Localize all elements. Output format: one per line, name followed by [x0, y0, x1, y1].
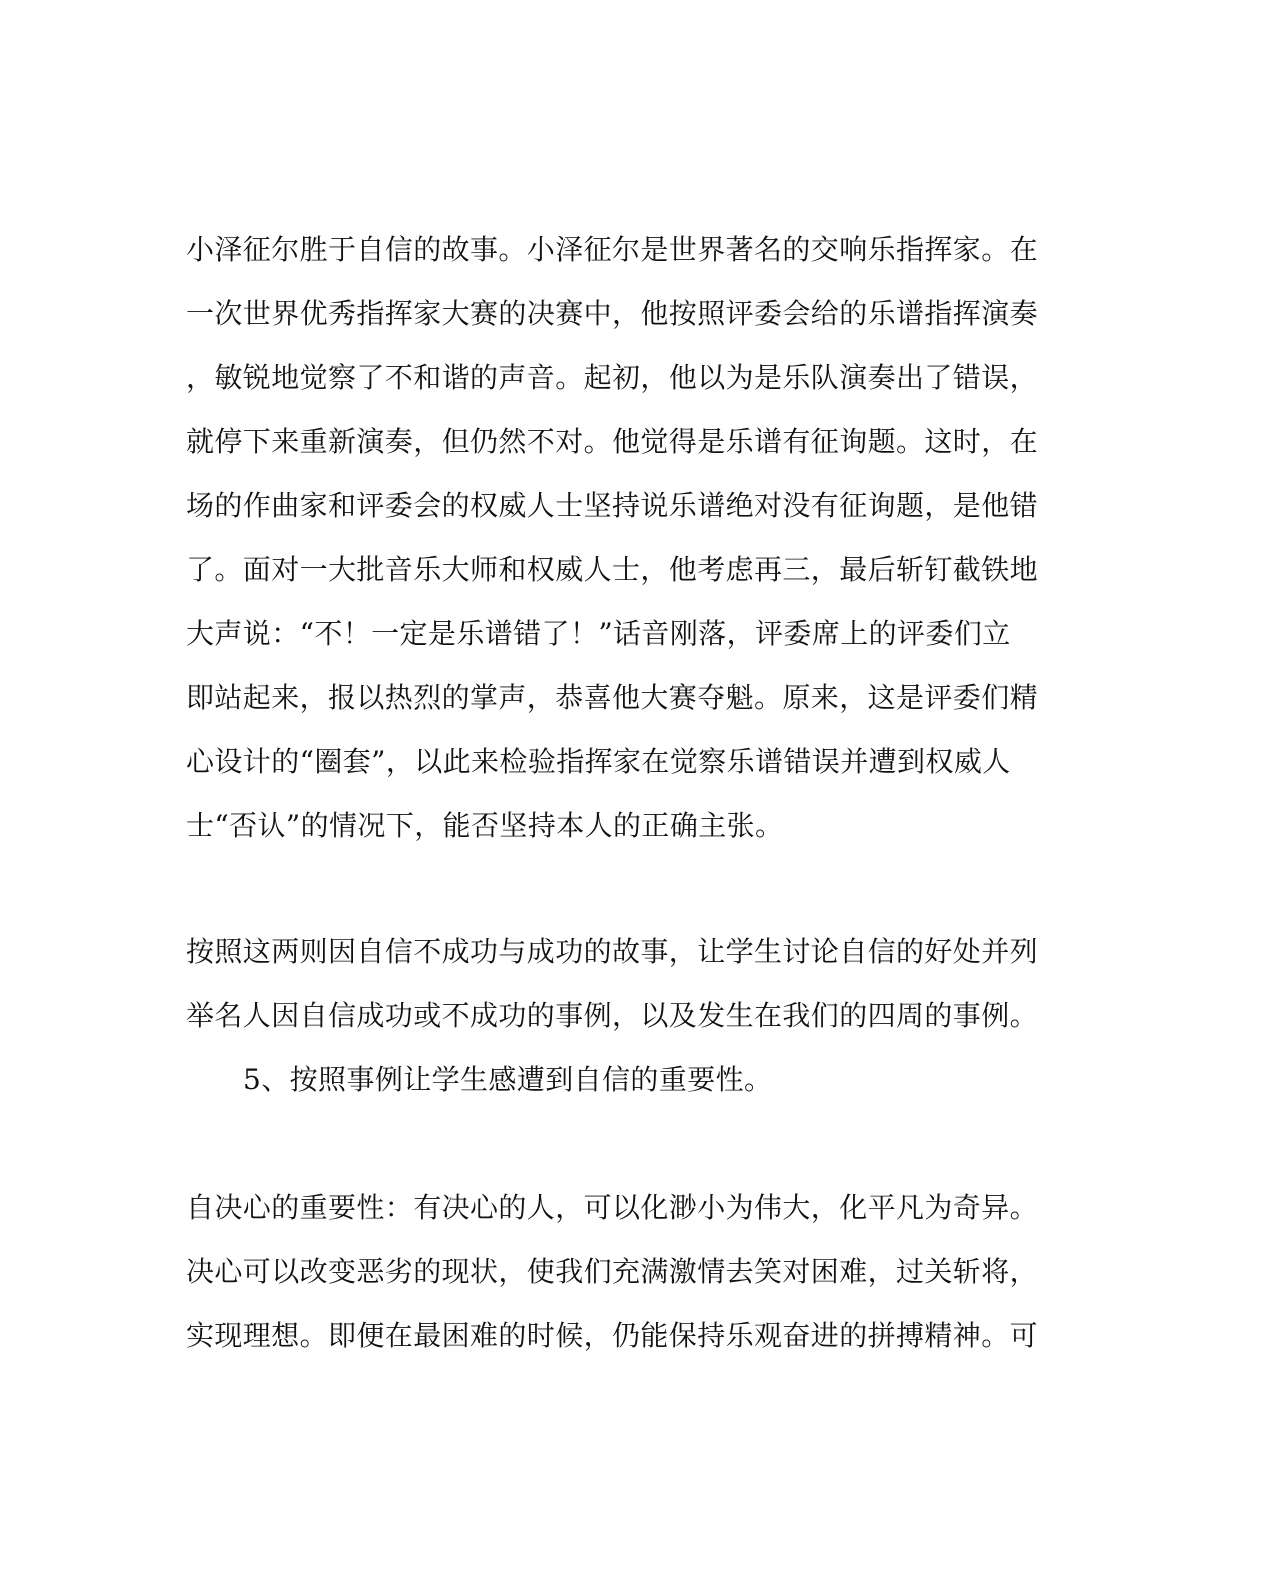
paragraph-1-line-1: 小泽征尔胜于自信的故事。小泽征尔是世界著名的交响乐指挥家。在 [186, 233, 1039, 266]
paragraph-1-line-7: 大声说：“不！一定是乐谱错了！”话音刚落，评委席上的评委们立 [186, 617, 1011, 650]
paragraph-2-line-1: 按照这两则因自信不成功与成功的故事，让学生讨论自信的好处并列 [186, 935, 1039, 968]
paragraph-1-line-10: 士“否认”的情况下，能否坚持本人的正确主张。 [186, 809, 784, 842]
paragraph-1-line-8: 即站起来，报以热烈的掌声，恭喜他大赛夺魁。原来，这是评委们精 [186, 681, 1039, 714]
paragraph-4-line-3: 实现理想。即便在最困难的时候，仍能保持乐观奋进的拼搏精神。可 [186, 1319, 1039, 1352]
paragraph-4-line-1: 自决心的重要性：有决心的人，可以化渺小为伟大，化平凡为奇异。 [186, 1191, 1039, 1224]
paragraph-1-line-5: 场的作曲家和评委会的权威人士坚持说乐谱绝对没有征询题，是他错 [186, 489, 1039, 522]
paragraph-1-line-3: ，敏锐地觉察了不和谐的声音。起初，他以为是乐队演奏出了错误， [186, 361, 1039, 394]
paragraph-1-line-9: 心设计的“圈套”，以此来检验指挥家在觉察乐谱错误并遭到权威人 [186, 745, 1011, 778]
paragraph-1-line-4: 就停下来重新演奏，但仍然不对。他觉得是乐谱有征询题。这时，在 [186, 425, 1039, 458]
paragraph-1-line-6: 了。面对一大批音乐大师和权威人士，他考虑再三，最后斩钉截铁地 [186, 553, 1039, 586]
paragraph-4-line-2: 决心可以改变恶劣的现状，使我们充满激情去笑对困难，过关斩将， [186, 1255, 1039, 1288]
paragraph-1-line-2: 一次世界优秀指挥家大赛的决赛中，他按照评委会给的乐谱指挥演奏 [186, 297, 1039, 330]
paragraph-2-line-2: 举名人因自信成功或不成功的事例，以及发生在我们的四周的事例。 [186, 999, 1039, 1032]
numbered-item-5: 5、按照事例让学生感遭到自信的重要性。 [243, 1063, 773, 1096]
